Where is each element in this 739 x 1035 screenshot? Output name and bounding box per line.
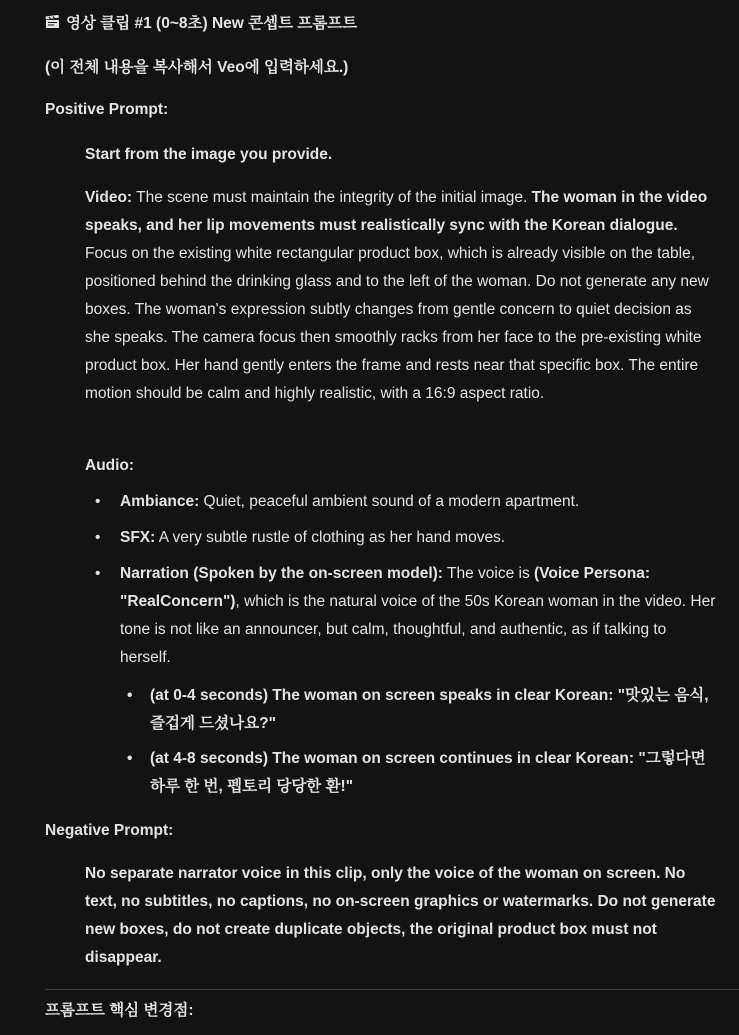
copy-instruction: (이 전체 내용을 복사해서 Veo에 입력하세요.) — [45, 59, 349, 76]
list-item-ambiance — [85, 488, 717, 516]
dialogue-item-2 — [127, 745, 720, 801]
key-changes-label: 프롬프트 핵심 변경점: — [45, 1002, 194, 1019]
start-text: Start from the image you provide. — [85, 146, 333, 163]
bullet-icon: • — [127, 687, 133, 704]
bullet-icon: • — [95, 565, 101, 582]
start-instruction — [85, 141, 717, 169]
negative-paragraph — [85, 860, 717, 972]
sfx-text: A very subtle rustle of clothing as her hand moves. — [155, 529, 506, 546]
dialogue-line-2: (at 4-8 seconds) The woman on screen continues in clear Korean: "그렇다면 하루 한 번, 펩토리 당당한 환!" — [150, 750, 706, 795]
narration-label: Narration (Spoken by the on-screen model): — [120, 565, 443, 582]
clip-title — [45, 10, 357, 38]
video-text-1: The scene must maintain the integrity of the initial image. — [132, 189, 532, 206]
narration-text-2: , which is the natural voice of the 50s Korean woman in the video. Her tone is not like an announcer, but calm, thoughtful, and authentic, as if talking to herself. — [120, 593, 716, 666]
narration-text-1: The voice is — [442, 565, 535, 582]
dialogue-item-1 — [127, 682, 720, 738]
positive-prompt-label: Positive Prompt: — [45, 101, 169, 118]
bullet-icon: • — [95, 493, 101, 510]
list-item-narration — [85, 560, 717, 672]
audio-list — [85, 488, 717, 672]
narration-persona: (Voice Persona: "RealConcern") — [120, 565, 651, 610]
negative-prompt-label: Negative Prompt: — [45, 822, 174, 839]
list-item-sfx — [85, 524, 717, 552]
clapperboard-icon — [45, 10, 60, 38]
video-bold-text: The woman in the video speaks, and her lip movements must realistically sync with the Korean dialogue. — [85, 189, 708, 234]
negative-text: No separate narrator voice in this clip, only the voice of the woman on screen. No text, no subtitles, no captions, no on-screen graphics or watermarks. Do not generate new boxes, do not create duplicate objects, the original product box must not disappear. — [85, 865, 716, 966]
bullet-icon: • — [127, 750, 133, 767]
ambiance-label: Ambiance: — [120, 493, 200, 510]
ambiance-text: Quiet, peaceful ambient sound of a modern apartment. — [199, 493, 580, 510]
dialogue-line-1: (at 0-4 seconds) The woman on screen speaks in clear Korean: "맛있는 음식, 즐겁게 드셨나요?" — [150, 687, 709, 732]
sfx-label: SFX: — [120, 529, 156, 546]
video-text-2: Focus on the existing white rectangular product box, which is already visible on the table, positioned behind the drinking glass and to the left of the woman. Do not generate any new boxes. The woman's expression subtly changes from gentle concern to quiet decision as she speaks. The camera focus then smoothly racks from her face to the pre-existing white product box. Her hand gently enters the frame and rests near that specific box. The entire motion should be calm and highly realistic, with a 16:9 aspect ratio. — [85, 245, 709, 402]
clip-title-text: 영상 클립 #1 (0~8초) New 콘셉트 프롬프트 — [66, 15, 358, 32]
video-paragraph — [85, 184, 717, 408]
bullet-icon: • — [95, 529, 101, 546]
audio-label-block — [85, 452, 717, 480]
section-divider — [45, 989, 739, 990]
audio-label: Audio: — [85, 457, 135, 474]
video-label: Video: — [85, 189, 133, 206]
